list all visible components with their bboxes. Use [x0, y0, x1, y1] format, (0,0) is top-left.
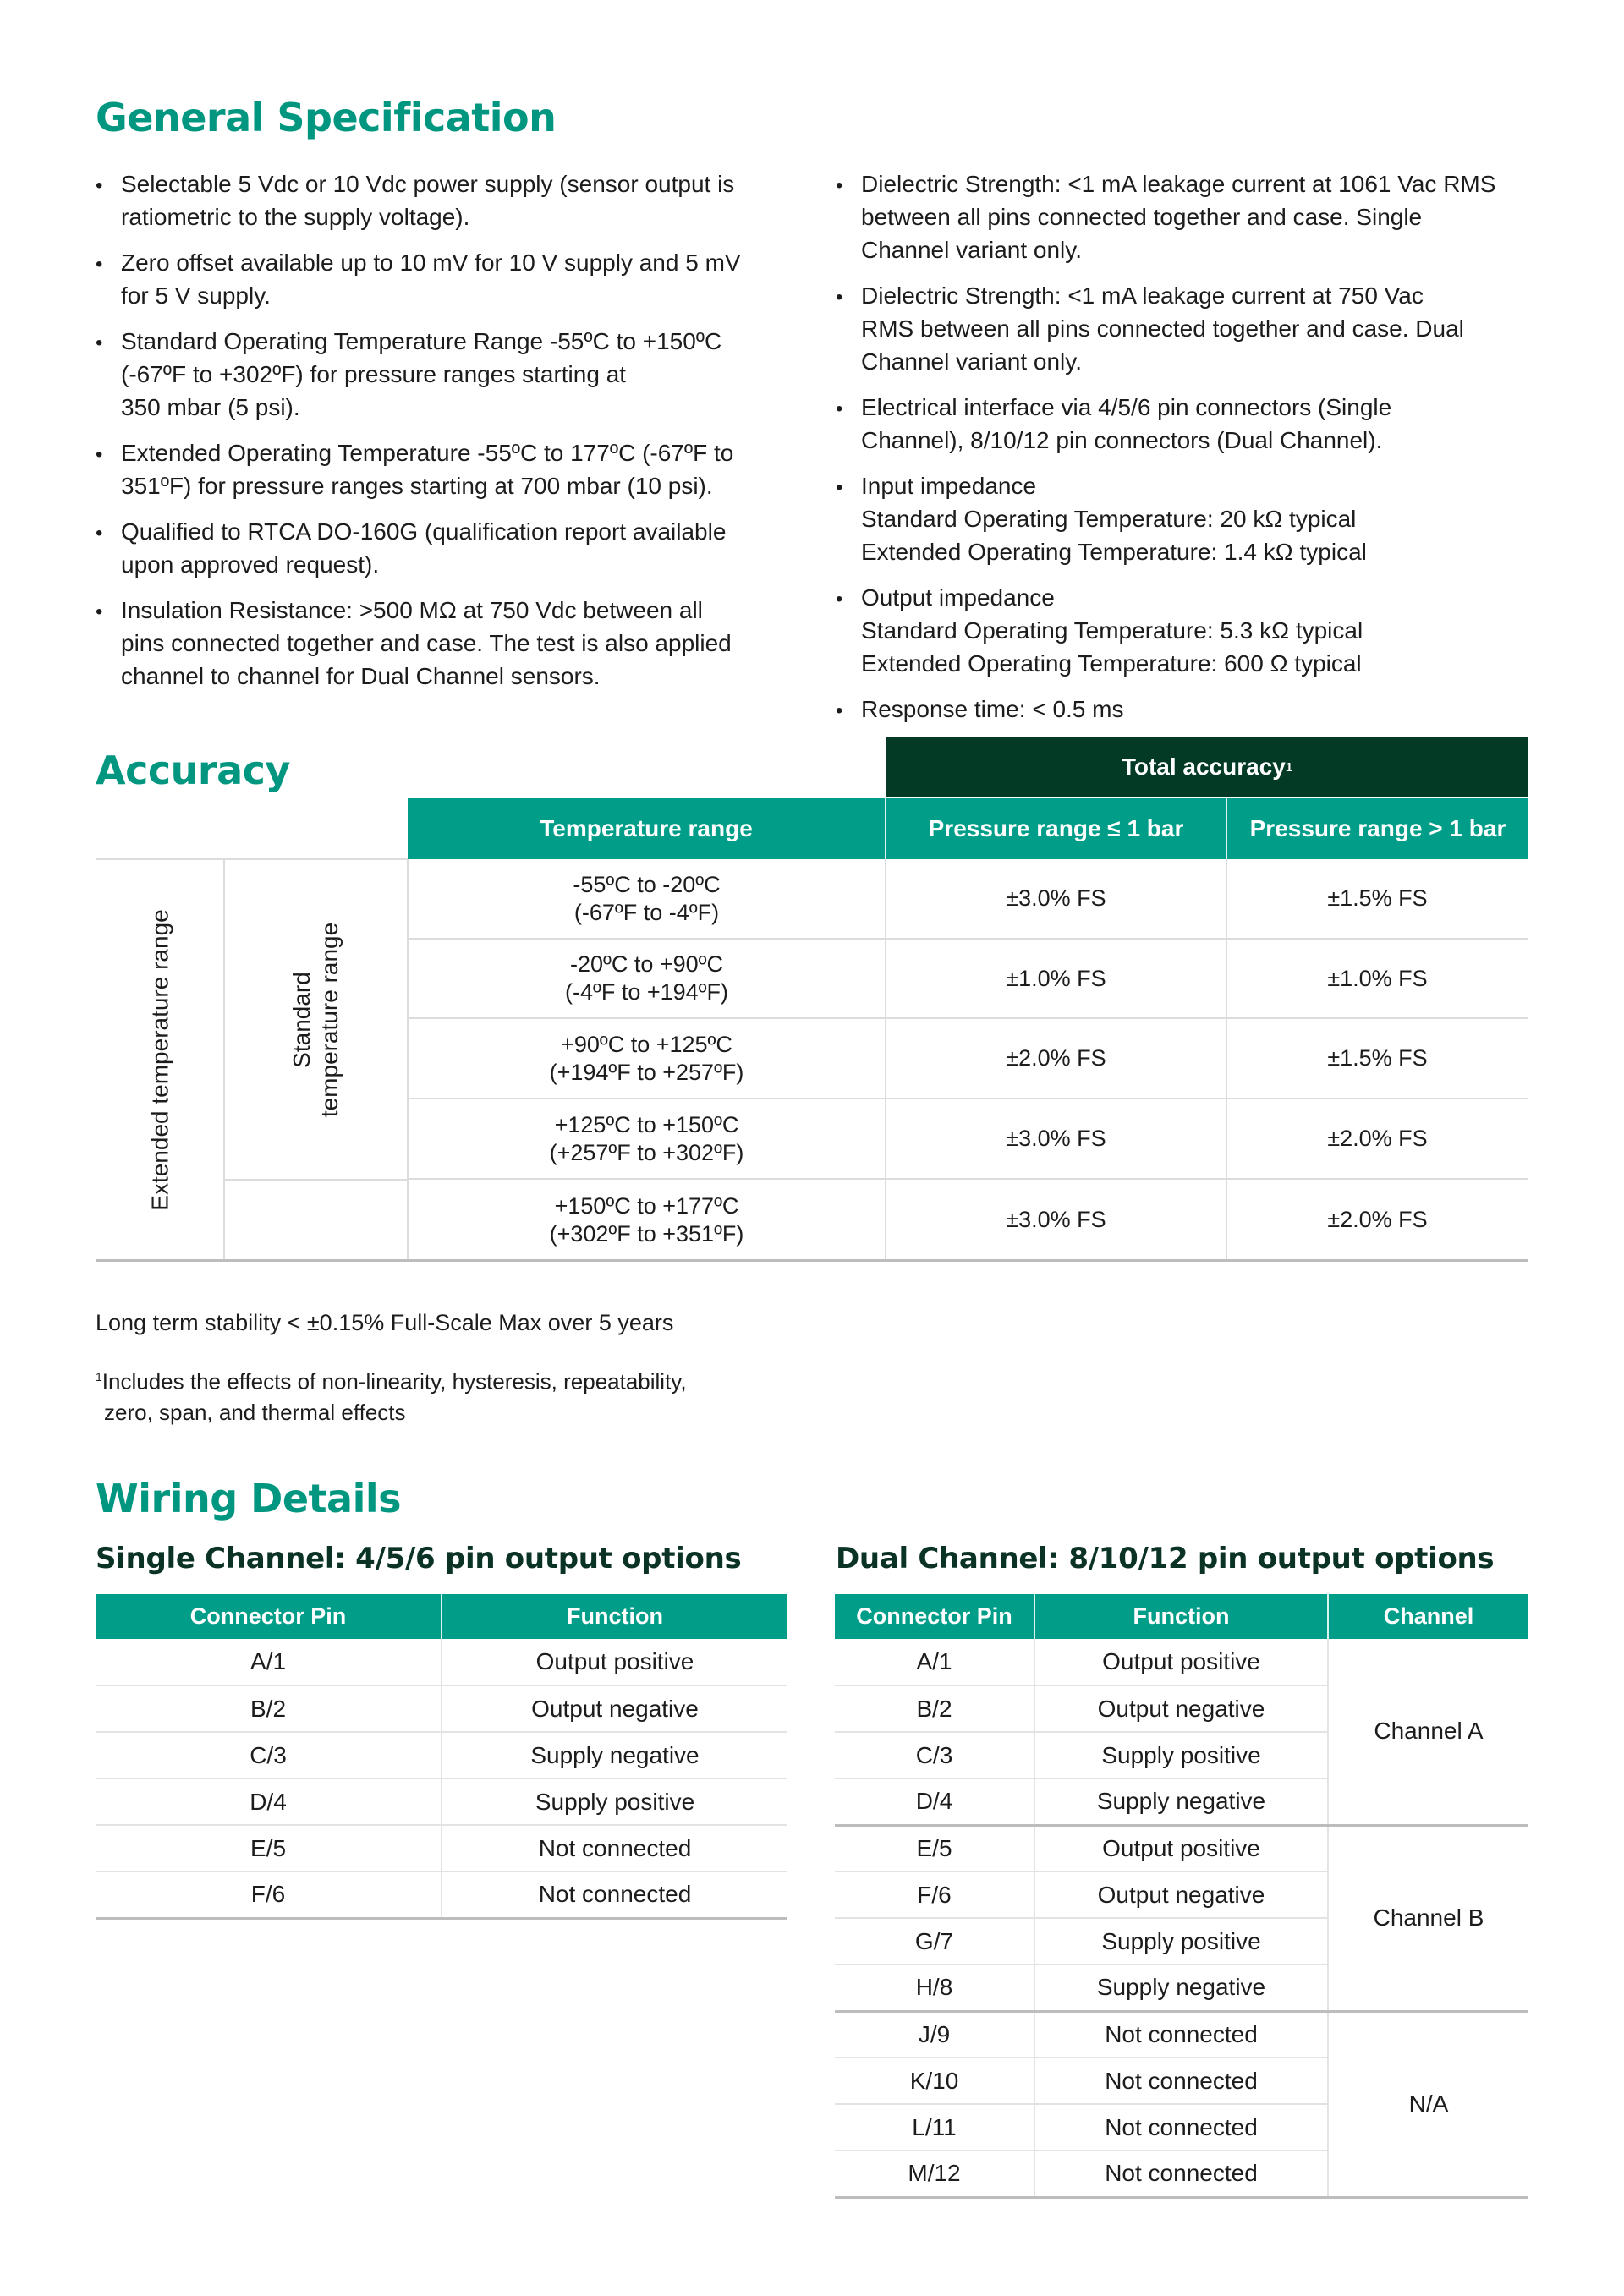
- spec-item: • Selectable 5 Vdc or 10 Vdc power supply (sensor output is ratiometric to the supply voltage).: [96, 167, 815, 233]
- header-function: Function: [442, 1594, 787, 1639]
- table-cell-le1: ±3.0% FS: [1006, 1207, 1106, 1232]
- header-pressure-gt-1bar: Pressure range > 1 bar: [1227, 798, 1528, 859]
- table-cell-gt1: ±1.5% FS: [1226, 1019, 1528, 1099]
- general-specification-heading: General Specification: [96, 95, 557, 140]
- table-row: K/10 Not connected: [835, 2058, 1528, 2104]
- spec-item: • Output impedance Standard Operating Temperature: 5.3 kΩ typical Extended Operating Temperature: 600 Ω typical: [836, 581, 1555, 680]
- table-cell-le1: ±3.0% FS: [886, 1099, 1226, 1180]
- spec-item: • Standard Operating Temperature Range -55ºC to +150ºC (-67ºF to +302ºF) for pressure ranges starting at 350 mbar (5 psi).: [96, 325, 815, 424]
- header-connector-pin: Connector Pin: [96, 1594, 442, 1639]
- table-row: D/4 Supply negative: [835, 1778, 1528, 1825]
- bullet-icon: [836, 391, 861, 425]
- bullet-icon: [96, 436, 121, 471]
- table-cell-gt1: ±1.5% FS: [1226, 859, 1528, 940]
- footnote: $^1$Includes the effects of non-linearity, hysteresis, repeatability, zero, span, and thermal effects: [96, 1368, 687, 1425]
- spec-item: • Dielectric Strength: <1 mA leakage current at 1061 Vac RMS between all pins connected together and case. Single Channel variant only.: [836, 167, 1555, 266]
- extended-temperature-range-label: Extended temperature range: [146, 908, 173, 1211]
- channel-b-cell: Channel B: [1328, 1825, 1528, 2011]
- accuracy-table: [96, 737, 1528, 1269]
- table-row: A/1 Output positive: [96, 1639, 787, 1685]
- bullet-icon: [96, 246, 121, 281]
- table-row-temp: +90ºC to +125ºC (+194ºF to +257ºF): [408, 1019, 886, 1099]
- table-row-temp: -20ºC to +90ºC (-4ºF to +194ºF): [408, 940, 886, 1019]
- table-cell-gt1: ±2.0% FS: [1327, 1207, 1428, 1232]
- spec-item: • Response time: < 0.5 ms: [836, 693, 1555, 726]
- single-channel-table: [96, 1594, 787, 1920]
- dual-channel-table: [835, 1594, 1528, 2199]
- spec-item: • Electrical interface via 4/5/6 pin connectors (Single Channel), 8/10/12 pin connectors (Dual Channel).: [836, 391, 1555, 457]
- bullet-icon: [96, 325, 121, 359]
- spec-list-right: [836, 167, 1555, 738]
- spec-item: • Zero offset available up to 10 mV for 10 V supply and 5 mV for 5 V supply.: [96, 246, 815, 312]
- table-row: B/2 Output negative: [835, 1685, 1528, 1732]
- table-row: F/6 Not connected: [96, 1871, 787, 1918]
- spec-item: • Insulation Resistance: >500 MΩ at 750 Vdc between all pins connected together and case. The test is also applied channel to channel for Dual Channel sensors.: [96, 594, 815, 693]
- table-row: C/3 Supply positive: [835, 1732, 1528, 1778]
- table-row-temp: +125ºC to +150ºC (+257ºF to +302ºF): [408, 1099, 886, 1180]
- table-row: G/7 Supply positive: [835, 1918, 1528, 1964]
- table-row: A/1 Output positive Channel A: [835, 1639, 1528, 1685]
- total-accuracy-header: Total accuracy 1: [886, 737, 1528, 797]
- table-row: J/9 Not connected N/A: [835, 2011, 1528, 2058]
- bullet-icon: [836, 469, 861, 504]
- single-channel-heading: Single Channel: 4/5/6 pin output options: [96, 1542, 742, 1575]
- header-temperature-range: Temperature range: [408, 798, 885, 859]
- channel-a-cell: Channel A: [1328, 1639, 1528, 1825]
- table-cell-le1: ±1.0% FS: [886, 940, 1226, 1019]
- header-function: Function: [1034, 1594, 1328, 1639]
- bullet-icon: [96, 515, 121, 550]
- table-row: B/2 Output negative: [96, 1685, 787, 1732]
- channel-na-cell: N/A: [1328, 2011, 1528, 2197]
- header-pressure-le-1bar: Pressure range ≤ 1 bar: [886, 798, 1226, 859]
- long-term-stability: Long term stability < ±0.15% Full-Scale Max over 5 years: [96, 1310, 674, 1335]
- table-cell-le1: ±3.0% FS: [886, 859, 1226, 940]
- standard-temperature-range-label: Standard temperature range: [288, 922, 343, 1117]
- header-channel: Channel: [1328, 1594, 1528, 1639]
- table-row: E/5 Output positive Channel B: [835, 1825, 1528, 1871]
- spec-item: • Dielectric Strength: <1 mA leakage current at 750 Vac RMS between all pins connected together and case. Dual Channel variant only.: [836, 279, 1555, 378]
- table-row: C/3 Supply negative: [96, 1732, 787, 1778]
- table-row: E/5 Not connected: [96, 1825, 787, 1871]
- bullet-icon: [96, 167, 121, 202]
- table-row: F/6 Output negative: [835, 1871, 1528, 1918]
- table-row: M/12 Not connected: [835, 2151, 1528, 2197]
- table-cell-gt1: ±2.0% FS: [1226, 1099, 1528, 1180]
- bullet-icon: [96, 594, 121, 628]
- spec-list-left: [96, 167, 815, 705]
- bullet-icon: [836, 279, 861, 314]
- table-cell-gt1: ±1.0% FS: [1226, 940, 1528, 1019]
- spec-item: • Qualified to RTCA DO-160G (qualification report available upon approved request).: [96, 515, 815, 581]
- wiring-details-heading: Wiring Details: [96, 1476, 401, 1521]
- bullet-icon: [836, 581, 861, 616]
- accuracy-heading: Accuracy: [96, 748, 290, 793]
- spec-item: • Input impedance Standard Operating Temperature: 20 kΩ typical Extended Operating Temperature: 1.4 kΩ typical: [836, 469, 1555, 568]
- table-row: D/4 Supply positive: [96, 1778, 787, 1825]
- table-cell-le1: ±2.0% FS: [886, 1019, 1226, 1099]
- table-row: H/8 Supply negative: [835, 1964, 1528, 2011]
- table-row: L/11 Not connected: [835, 2104, 1528, 2151]
- bullet-icon: [836, 693, 861, 727]
- header-connector-pin: Connector Pin: [835, 1594, 1034, 1639]
- table-row-temp: -55ºC to -20ºC (-67ºF to -4ºF): [408, 859, 886, 940]
- table-row-temp: +150ºC to +177ºC (+302ºF to +351ºF): [549, 1192, 744, 1247]
- bullet-icon: [836, 167, 861, 202]
- dual-channel-heading: Dual Channel: 8/10/12 pin output options: [836, 1542, 1495, 1575]
- spec-item: • Extended Operating Temperature -55ºC to 177ºC (-67ºF to 351ºF) for pressure ranges starting at 700 mbar (10 psi).: [96, 436, 815, 502]
